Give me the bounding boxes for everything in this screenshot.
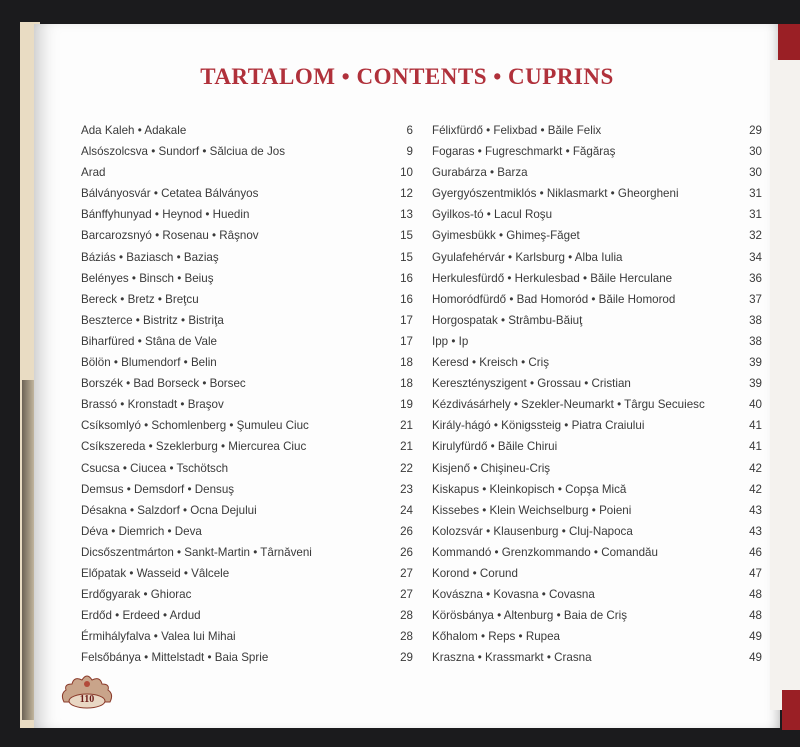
entry-place-name: Felsőbánya • Mittelstadt • Baia Sprie (81, 651, 269, 665)
contents-entry (81, 229, 413, 250)
entry-place-name: Csíkszereda • Szeklerburg • Miercurea Ciuc (81, 440, 307, 454)
contents-entry (432, 440, 762, 461)
contents-entry (432, 630, 762, 651)
contents-entry (81, 504, 413, 525)
entry-place-name: Korond • Corund (432, 566, 518, 580)
contents-entry (81, 546, 413, 567)
entry-place-name: Csíksomlyó • Schomlenberg • Şumuleu Ciuc (81, 419, 309, 433)
entry-page-number: 26 (400, 524, 413, 538)
contents-entry (432, 483, 762, 504)
entry-place-name: Kovászna • Kovasna • Covasna (432, 588, 595, 602)
contents-entry (432, 124, 762, 145)
entry-place-name: Kraszna • Krassmarkt • Crasna (432, 651, 592, 665)
contents-entry (432, 398, 762, 419)
contents-entry (81, 272, 413, 293)
entry-place-name: Félixfürdő • Felixbad • Băile Felix (432, 124, 602, 137)
entry-page-number: 32 (749, 229, 762, 243)
contents-entry (432, 208, 762, 229)
entry-page-number: 38 (749, 334, 762, 348)
entry-page-number: 28 (400, 609, 413, 623)
entry-page-number: 22 (400, 461, 413, 475)
contents-entry (432, 567, 762, 588)
entry-place-name: Demsus • Demsdorf • Densuş (81, 482, 235, 496)
entry-page-number: 21 (400, 419, 413, 433)
entry-place-name: Gyergyószentmiklós • Niklasmarkt • Gheorgheni (432, 187, 679, 201)
entry-place-name: Kissebes • Klein Weichselburg • Poieni (432, 503, 632, 517)
entry-place-name: Gyilkos-tó • Lacul Roşu (432, 208, 553, 222)
entry-place-name: Beszterce • Bistritz • Bistriţa (81, 313, 224, 327)
entry-page-number: 26 (400, 545, 413, 559)
entry-page-number: 48 (749, 588, 762, 602)
contents-entry (81, 251, 413, 272)
contents-entry (81, 145, 413, 166)
entry-place-name: Dicsőszentmárton • Sankt-Martin • Târnăveni (81, 545, 312, 559)
entry-page-number: 39 (749, 356, 762, 370)
entry-page-number: 43 (749, 503, 762, 517)
entry-place-name: Kézdivásárhely • Szekler-Neumarkt • Târgu Secuiesc (432, 398, 705, 412)
entry-place-name: Homoródfürdő • Bad Homoród • Băile Homorod (432, 292, 676, 306)
entry-page-number: 12 (400, 187, 413, 201)
entry-place-name: Barcarozsnyó • Rosenau • Râşnov (81, 229, 259, 243)
contents-entry (432, 525, 762, 546)
entry-page-number: 41 (749, 440, 762, 454)
entry-place-name: Déva • Diemrich • Deva (81, 524, 202, 538)
entry-page-number: 39 (749, 377, 762, 391)
contents-entry (81, 124, 413, 145)
contents-entry (81, 314, 413, 335)
entry-page-number: 10 (400, 166, 413, 180)
entry-page-number: 29 (749, 124, 762, 137)
entry-page-number: 15 (400, 229, 413, 243)
entry-place-name: Bereck • Bretz • Breţcu (81, 292, 199, 306)
entry-place-name: Keresd • Kreisch • Criş (432, 356, 550, 370)
entry-page-number: 40 (749, 398, 762, 412)
entry-page-number: 6 (406, 124, 413, 137)
entry-page-number: 24 (400, 503, 413, 517)
entry-place-name: Arad (81, 166, 106, 180)
entry-place-name: Bálványosvár • Cetatea Bálványos (81, 187, 259, 201)
contents-entry (432, 462, 762, 483)
contents-entry (432, 588, 762, 609)
entry-place-name: Kőhalom • Reps • Rupea (432, 630, 560, 644)
right-cover-red-bottom (782, 690, 800, 730)
contents-entry (81, 335, 413, 356)
entry-page-number: 34 (749, 250, 762, 264)
entry-page-number: 43 (749, 524, 762, 538)
entry-place-name: Belényes • Binsch • Beiuş (81, 271, 214, 285)
entry-place-name: Horgospatak • Strâmbu-Băiuţ (432, 313, 583, 327)
entry-place-name: Kommandó • Grenzkommando • Comandău (432, 545, 658, 559)
entry-page-number: 30 (749, 166, 762, 180)
entry-page-number: 31 (749, 208, 762, 222)
page-number: 110 (79, 694, 95, 705)
entry-place-name: Gyimesbükk • Ghimeş-Făget (432, 229, 580, 243)
entry-page-number: 17 (400, 334, 413, 348)
entry-place-name: Király-hágó • Königssteig • Piatra Craiului (432, 419, 645, 433)
entry-place-name: Bölön • Blumendorf • Belin (81, 356, 217, 370)
entry-place-name: Kiskapus • Kleinkopisch • Copşa Mică (432, 482, 627, 496)
entry-place-name: Keresztényszigent • Grossau • Cristian (432, 377, 631, 391)
entry-page-number: 49 (749, 651, 762, 665)
contents-entry (81, 398, 413, 419)
entry-page-number: 48 (749, 609, 762, 623)
contents-entry (81, 630, 413, 651)
contents-entry (432, 609, 762, 630)
entry-page-number: 36 (749, 271, 762, 285)
entry-place-name: Brassó • Kronstadt • Braşov (81, 398, 224, 412)
contents-entry (81, 483, 413, 504)
entry-page-number: 27 (400, 588, 413, 602)
right-cover-red (778, 24, 800, 64)
contents-entry (81, 208, 413, 229)
entry-page-number: 30 (749, 145, 762, 159)
entry-place-name: Kisjenő • Chişineu-Criş (432, 461, 551, 475)
contents-entry (81, 609, 413, 630)
entry-place-name: Gurabárza • Barza (432, 166, 528, 180)
contents-entry (81, 462, 413, 483)
entry-place-name: Körösbánya • Altenburg • Baia de Criş (432, 609, 628, 623)
contents-entry (81, 377, 413, 398)
contents-entry (432, 187, 762, 208)
entry-place-name: Előpatak • Wasseid • Vâlcele (81, 566, 230, 580)
contents-entry (81, 651, 413, 672)
entry-place-name: Biharfüred • Stâna de Vale (81, 334, 217, 348)
contents-entry (432, 166, 762, 187)
entry-page-number: 16 (400, 271, 413, 285)
entry-page-number: 18 (400, 356, 413, 370)
entry-page-number: 27 (400, 566, 413, 580)
contents-entry (432, 251, 762, 272)
entry-place-name: Csucsa • Ciucea • Tschötsch (81, 461, 229, 475)
contents-entry (432, 293, 762, 314)
contents-entry (432, 504, 762, 525)
entry-place-name: Herkulesfürdő • Herkulesbad • Băile Herculane (432, 271, 673, 285)
entry-page-number: 47 (749, 566, 762, 580)
entry-page-number: 19 (400, 398, 413, 412)
entry-page-number: 16 (400, 292, 413, 306)
entry-place-name: Alsószolcsva • Sundorf • Sălciua de Jos (81, 145, 286, 159)
contents-entry (81, 419, 413, 440)
right-page-edge (770, 60, 800, 710)
contents-entry (81, 356, 413, 377)
contents-entry (432, 377, 762, 398)
entry-place-name: Borszék • Bad Borseck • Borsec (81, 377, 246, 391)
contents-entry (81, 187, 413, 208)
entry-page-number: 46 (749, 545, 762, 559)
entry-place-name: Gyulafehérvár • Karlsburg • Alba Iulia (432, 250, 623, 264)
entry-page-number: 37 (749, 292, 762, 306)
contents-left-column (81, 124, 413, 672)
contents-entry (432, 546, 762, 567)
contents-entry (81, 440, 413, 461)
entry-page-number: 17 (400, 313, 413, 327)
entry-page-number: 42 (749, 482, 762, 496)
entry-page-number: 23 (400, 482, 413, 496)
entry-place-name: Erdőgyarak • Ghiorac (81, 588, 192, 602)
contents-entry (81, 293, 413, 314)
entry-page-number: 15 (400, 250, 413, 264)
contents-entry (432, 356, 762, 377)
contents-entry (81, 588, 413, 609)
entry-place-name: Bánffyhunyad • Heynod • Huedin (81, 208, 250, 222)
entry-place-name: Kolozsvár • Klausenburg • Cluj-Napoca (432, 524, 633, 538)
entry-page-number: 41 (749, 419, 762, 433)
entry-place-name: Désakna • Salzdorf • Ocna Dejului (81, 503, 257, 517)
entry-page-number: 28 (400, 630, 413, 644)
entry-page-number: 38 (749, 313, 762, 327)
contents-entry (432, 229, 762, 250)
contents-entry (81, 525, 413, 546)
entry-page-number: 49 (749, 630, 762, 644)
page-title: TARTALOM • CONTENTS • CUPRINS (200, 64, 614, 89)
contents-entry (432, 651, 762, 672)
entry-page-number: 42 (749, 461, 762, 475)
entry-place-name: Ada Kaleh • Adakale (81, 124, 187, 137)
entry-place-name: Ipp • Ip (432, 334, 469, 348)
entry-place-name: Kirulyfürdő • Băile Chirui (432, 440, 558, 454)
entry-page-number: 9 (406, 145, 413, 159)
entry-page-number: 13 (400, 208, 413, 222)
entry-page-number: 18 (400, 377, 413, 391)
entry-page-number: 31 (749, 187, 762, 201)
contents-entry (432, 145, 762, 166)
contents-entry (81, 166, 413, 187)
contents-entry (432, 272, 762, 293)
contents-entry (81, 567, 413, 588)
contents-entry (432, 419, 762, 440)
entry-place-name: Báziás • Baziasch • Baziaş (81, 250, 219, 264)
contents-right-column (432, 124, 762, 672)
contents-entry (432, 335, 762, 356)
entry-page-number: 29 (400, 651, 413, 665)
entry-place-name: Érmihályfalva • Valea lui Mihai (81, 630, 236, 644)
entry-place-name: Fogaras • Fugreschmarkt • Făgăraş (432, 145, 616, 159)
entry-page-number: 21 (400, 440, 413, 454)
entry-place-name: Erdőd • Erdeed • Ardud (81, 609, 201, 623)
contents-entry (432, 314, 762, 335)
